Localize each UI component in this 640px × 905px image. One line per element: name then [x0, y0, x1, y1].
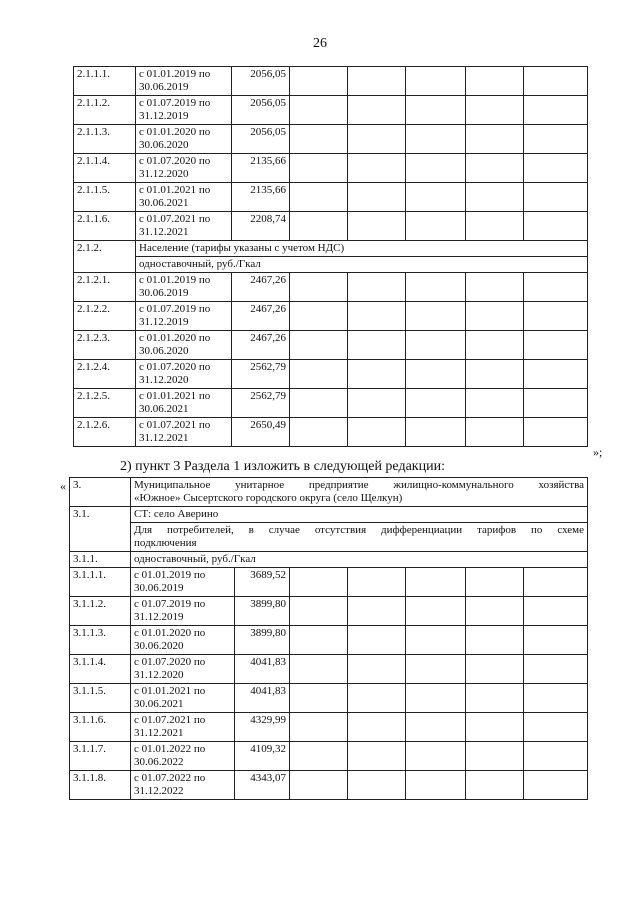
empty-cell [290, 655, 348, 684]
row-period: с 01.07.2020 по 31.12.2020 [136, 154, 232, 183]
amendment-instruction: 2) пункт 3 Раздела 1 изложить в следующей редакции: [120, 459, 445, 474]
row-value: 2562,79 [232, 389, 290, 418]
row-value: 2562,79 [232, 360, 290, 389]
single-rate-label: одноставочный, руб./Гкал [131, 552, 588, 568]
row-code: 2.1.2.4. [74, 360, 136, 389]
table1-rows-a [74, 67, 588, 241]
table-row [74, 183, 588, 212]
empty-cell [524, 183, 588, 212]
empty-cell [466, 273, 524, 302]
empty-cell [290, 684, 348, 713]
row-period: с 01.07.2020 по 31.12.2020 [136, 360, 232, 389]
row-period: с 01.01.2022 по 30.06.2022 [131, 742, 235, 771]
row-value: 3899,80 [235, 626, 290, 655]
empty-cell [290, 67, 348, 96]
row-period: с 01.01.2020 по 30.06.2020 [131, 626, 235, 655]
closing-quote: »; [593, 445, 603, 459]
row-code: 2.1.1.4. [74, 154, 136, 183]
empty-cell [290, 212, 348, 241]
table-row [70, 626, 588, 655]
row-value: 2135,66 [232, 154, 290, 183]
table-row [74, 273, 588, 302]
row-period: с 01.01.2019 по 30.06.2019 [131, 568, 235, 597]
empty-cell [348, 360, 406, 389]
row-code: 3.1.1.6. [70, 713, 131, 742]
table-row [70, 597, 588, 626]
row-period: с 01.07.2019 по 31.12.2019 [131, 597, 235, 626]
empty-cell [466, 360, 524, 389]
table1-rows-b [74, 273, 588, 447]
empty-cell [348, 302, 406, 331]
empty-cell [406, 684, 466, 713]
org-name [131, 478, 588, 507]
section-title: Население (тарифы указаны с учетом НДС) [136, 241, 588, 257]
row-code: 3.1.1.5. [70, 684, 131, 713]
empty-cell [524, 273, 588, 302]
empty-cell [406, 183, 466, 212]
table-row [74, 360, 588, 389]
tariff-table-3 [69, 477, 588, 800]
empty-cell [348, 331, 406, 360]
row-code: 3.1.1.4. [70, 655, 131, 684]
empty-cell [348, 96, 406, 125]
empty-cell [348, 597, 406, 626]
table-row [70, 568, 588, 597]
table-row [70, 684, 588, 713]
empty-cell [524, 684, 588, 713]
table1-section [74, 241, 588, 273]
table-row [74, 302, 588, 331]
table-row [74, 125, 588, 154]
empty-cell [466, 684, 524, 713]
empty-cell [290, 771, 348, 800]
row-value: 3899,80 [235, 597, 290, 626]
empty-cell [466, 154, 524, 183]
single-rate-code: 3.1.1. [70, 552, 131, 568]
empty-cell [290, 331, 348, 360]
row-value: 2056,05 [232, 96, 290, 125]
empty-cell [524, 655, 588, 684]
row-period: с 01.01.2020 по 30.06.2020 [136, 125, 232, 154]
empty-cell [348, 626, 406, 655]
empty-cell [466, 183, 524, 212]
row-period: с 01.07.2019 по 31.12.2019 [136, 96, 232, 125]
row-value: 2467,26 [232, 302, 290, 331]
row-code: 2.1.1.2. [74, 96, 136, 125]
tariff-table-2-1 [73, 66, 588, 447]
table-row [74, 154, 588, 183]
empty-cell [406, 212, 466, 241]
st-code: 3.1. [70, 507, 131, 552]
row-period: с 01.01.2021 по 30.06.2021 [131, 684, 235, 713]
empty-cell [524, 154, 588, 183]
table-row [70, 713, 588, 742]
table-row [74, 331, 588, 360]
empty-cell [290, 713, 348, 742]
empty-cell [406, 331, 466, 360]
empty-cell [466, 597, 524, 626]
consumers-note-line1: Для потребителей, в случае отсутствия дифференциации тарифов по схеме [134, 524, 585, 536]
st-name: СТ: село Аверино [131, 507, 588, 523]
empty-cell [524, 568, 588, 597]
row-value: 4041,83 [235, 655, 290, 684]
row-period: с 01.07.2021 по 31.12.2021 [131, 713, 235, 742]
table2-header [70, 478, 588, 568]
row-period: с 01.07.2022 по 31.12.2022 [131, 771, 235, 800]
empty-cell [406, 626, 466, 655]
empty-cell [290, 418, 348, 447]
row-code: 2.1.1.6. [74, 212, 136, 241]
empty-cell [348, 713, 406, 742]
row-code: 2.1.1.1. [74, 67, 136, 96]
row-code: 2.1.2.3. [74, 331, 136, 360]
row-code: 3.1.1.8. [70, 771, 131, 800]
empty-cell [406, 771, 466, 800]
row-period: с 01.01.2019 по 30.06.2019 [136, 67, 232, 96]
empty-cell [524, 212, 588, 241]
empty-cell [406, 96, 466, 125]
row-value: 4343,07 [235, 771, 290, 800]
empty-cell [348, 389, 406, 418]
row-period: с 01.01.2021 по 30.06.2021 [136, 183, 232, 212]
consumers-note-line2: подключения [134, 537, 197, 549]
empty-cell [290, 273, 348, 302]
empty-cell [466, 626, 524, 655]
row-code: 2.1.2.2. [74, 302, 136, 331]
empty-cell [348, 183, 406, 212]
empty-cell [290, 125, 348, 154]
row-value: 2650,49 [232, 418, 290, 447]
row-period: с 01.07.2019 по 31.12.2019 [136, 302, 232, 331]
empty-cell [466, 655, 524, 684]
row-value: 3689,52 [235, 568, 290, 597]
row-code: 2.1.2.1. [74, 273, 136, 302]
empty-cell [348, 655, 406, 684]
empty-cell [348, 67, 406, 96]
empty-cell [406, 713, 466, 742]
table-row [70, 771, 588, 800]
row-code: 2.1.2.5. [74, 389, 136, 418]
empty-cell [524, 125, 588, 154]
empty-cell [406, 597, 466, 626]
empty-cell [466, 418, 524, 447]
table-row [74, 67, 588, 96]
row-code: 3.1.1.3. [70, 626, 131, 655]
row-period: с 01.01.2019 по 30.06.2019 [136, 273, 232, 302]
row-value: 2056,05 [232, 125, 290, 154]
empty-cell [466, 125, 524, 154]
row-value: 2467,26 [232, 331, 290, 360]
empty-cell [348, 273, 406, 302]
empty-cell [524, 360, 588, 389]
org-name-line2: «Южное» Сысертского городского округа (село Щелкун) [134, 492, 403, 504]
row-period: с 01.07.2021 по 31.12.2021 [136, 212, 232, 241]
empty-cell [466, 212, 524, 241]
empty-cell [524, 418, 588, 447]
empty-cell [524, 597, 588, 626]
empty-cell [348, 154, 406, 183]
empty-cell [290, 626, 348, 655]
empty-cell [524, 713, 588, 742]
empty-cell [466, 568, 524, 597]
row-value: 4329,99 [235, 713, 290, 742]
empty-cell [466, 67, 524, 96]
empty-cell [290, 389, 348, 418]
table-row [74, 418, 588, 447]
org-name-line1: Муниципальное унитарное предприятие жилищно-коммунального хозяйства [134, 479, 585, 491]
row-code: 2.1.2.6. [74, 418, 136, 447]
row-period: с 01.01.2020 по 30.06.2020 [136, 331, 232, 360]
empty-cell [348, 771, 406, 800]
table-row [74, 389, 588, 418]
empty-cell [524, 742, 588, 771]
empty-cell [406, 273, 466, 302]
empty-cell [406, 302, 466, 331]
empty-cell [348, 212, 406, 241]
page-number: 26 [313, 36, 327, 51]
empty-cell [524, 302, 588, 331]
section-code: 2.1.2. [74, 241, 136, 273]
table-row [74, 96, 588, 125]
table2-rows [70, 568, 588, 800]
empty-cell [466, 771, 524, 800]
empty-cell [406, 125, 466, 154]
opening-quote: « [60, 479, 66, 493]
empty-cell [524, 771, 588, 800]
empty-cell [406, 742, 466, 771]
row-value: 2135,66 [232, 183, 290, 212]
row-value: 4041,83 [235, 684, 290, 713]
empty-cell [290, 597, 348, 626]
row-period: с 01.07.2021 по 31.12.2021 [136, 418, 232, 447]
empty-cell [466, 742, 524, 771]
empty-cell [524, 67, 588, 96]
empty-cell [466, 713, 524, 742]
row-code: 2.1.1.5. [74, 183, 136, 212]
org-code: 3. [70, 478, 131, 507]
empty-cell [466, 331, 524, 360]
empty-cell [290, 360, 348, 389]
empty-cell [290, 154, 348, 183]
table-row [70, 655, 588, 684]
empty-cell [466, 96, 524, 125]
empty-cell [348, 125, 406, 154]
empty-cell [406, 655, 466, 684]
row-value: 4109,32 [235, 742, 290, 771]
empty-cell [406, 418, 466, 447]
table-row [70, 742, 588, 771]
row-code: 3.1.1.7. [70, 742, 131, 771]
empty-cell [466, 389, 524, 418]
empty-cell [524, 626, 588, 655]
section-subtitle: одноставочный, руб./Гкал [136, 257, 588, 273]
empty-cell [290, 302, 348, 331]
empty-cell [290, 183, 348, 212]
empty-cell [406, 154, 466, 183]
row-value: 2467,26 [232, 273, 290, 302]
table-row [74, 212, 588, 241]
row-value: 2056,05 [232, 67, 290, 96]
row-code: 3.1.1.2. [70, 597, 131, 626]
empty-cell [348, 684, 406, 713]
consumers-note [131, 523, 588, 552]
empty-cell [290, 96, 348, 125]
empty-cell [524, 389, 588, 418]
row-period: с 01.07.2020 по 31.12.2020 [131, 655, 235, 684]
empty-cell [406, 360, 466, 389]
empty-cell [348, 742, 406, 771]
empty-cell [290, 742, 348, 771]
row-code: 3.1.1.1. [70, 568, 131, 597]
empty-cell [466, 302, 524, 331]
row-code: 2.1.1.3. [74, 125, 136, 154]
empty-cell [406, 568, 466, 597]
empty-cell [524, 96, 588, 125]
empty-cell [348, 418, 406, 447]
empty-cell [348, 568, 406, 597]
empty-cell [524, 331, 588, 360]
row-value: 2208,74 [232, 212, 290, 241]
row-period: с 01.01.2021 по 30.06.2021 [136, 389, 232, 418]
empty-cell [290, 568, 348, 597]
empty-cell [406, 389, 466, 418]
empty-cell [406, 67, 466, 96]
